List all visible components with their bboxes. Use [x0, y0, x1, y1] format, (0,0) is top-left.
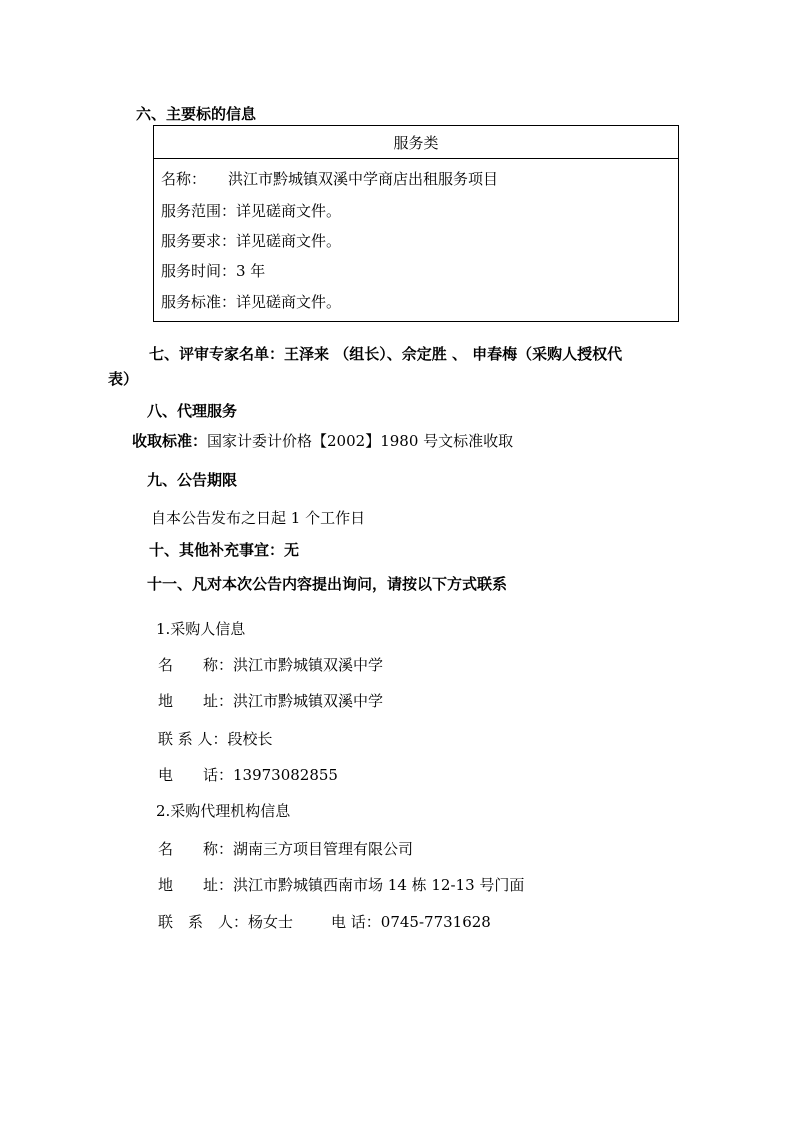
section-7-heading-continued: 表） [108, 370, 139, 388]
agency-fee-line [132, 431, 513, 451]
table-row-duration: 服务时间：3 年 [161, 262, 266, 280]
announcement-period: 自本公告发布之日起 1 个工作日 [151, 509, 366, 527]
subject-info-table [153, 125, 679, 322]
table-row-name [161, 169, 498, 189]
section-8-heading: 八、代理服务 [147, 402, 238, 420]
table-row-standard: 服务标准：详见磋商文件。 [161, 293, 342, 311]
fee-value: 国家计委计价格【2002】1980 号文标准收取 [207, 432, 514, 450]
table-row-scope: 服务范围：详见磋商文件。 [161, 202, 342, 220]
agency-name: 名 称：湖南三方项目管理有限公司 [158, 840, 414, 858]
purchaser-phone: 电 话：13973082855 [158, 766, 338, 784]
section-7-heading: 七、评审专家名单：王泽来 （组长）、佘定胜 、 申春梅（采购人授权代 [149, 345, 623, 363]
name-value: 洪江市黔城镇双溪中学商店出租服务项目 [228, 170, 499, 188]
agency-address: 地 址：洪江市黔城镇西南市场 14 栋 12-13 号门面 [158, 876, 525, 894]
fee-label: 收取标准： [132, 432, 208, 450]
section-11-heading: 十一、凡对本次公告内容提出询问，请按以下方式联系 [147, 575, 508, 593]
section-10-heading: 十、其他补充事宜：无 [149, 541, 300, 559]
agency-phone: 电 话：0745-7731628 [331, 913, 491, 931]
table-row-requirement: 服务要求：详见磋商文件。 [161, 232, 342, 250]
agency-info-title: 2.采购代理机构信息 [156, 802, 291, 820]
purchaser-name: 名 称：洪江市黔城镇双溪中学 [158, 656, 384, 674]
name-label: 名称： [161, 170, 207, 188]
purchaser-contact: 联 系 人：段校长 [158, 730, 273, 748]
section-6-heading: 六、主要标的信息 [136, 105, 257, 123]
agency-contact: 联 系 人：杨女士 [158, 913, 294, 931]
table-header: 服务类 [154, 126, 678, 159]
agency-contact-line [158, 912, 491, 932]
purchaser-address: 地 址：洪江市黔城镇双溪中学 [158, 692, 384, 710]
section-9-heading: 九、公告期限 [147, 471, 238, 489]
purchaser-info-title: 1.采购人信息 [156, 620, 246, 638]
